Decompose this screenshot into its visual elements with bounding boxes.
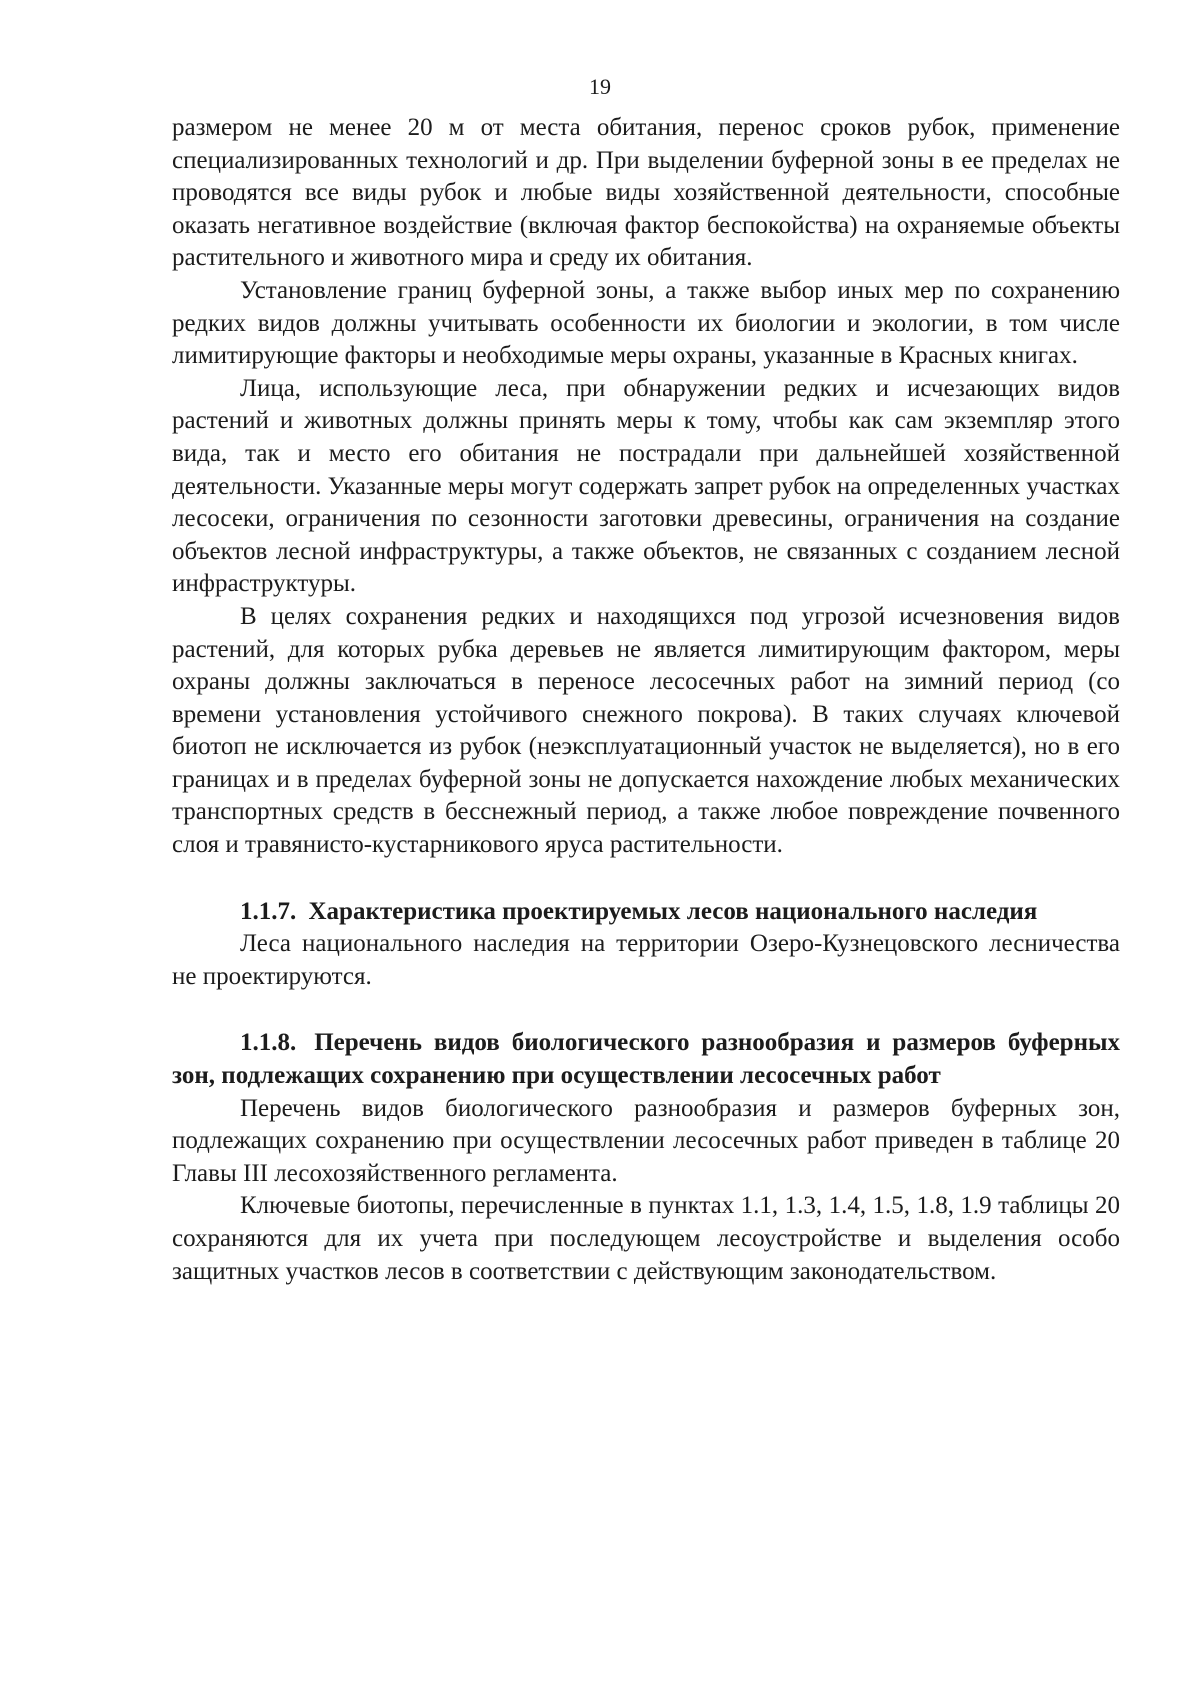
paragraph-key-biotopes: Ключевые биотопы, перечисленные в пунктах 1.1, 1.3, 1.4, 1.5, 1.8, 1.9 таблицы 20 сохраняются для их учета при последующем лесоустройстве и выделения особо защитных участков лесов в соответствии с действующим законодательством. <box>172 1192 1120 1285</box>
page-number: 19 <box>589 74 611 99</box>
section-number: 1.1.8. <box>240 1029 297 1057</box>
section-heading-1-1-8 <box>172 1027 1120 1092</box>
paragraph-national-heritage: Леса национального наследия на территории Озеро-Кузнецовского лесничества не проектируются. <box>172 930 1120 990</box>
paragraph-buffer-zone-bounds: Установление границ буферной зоны, а также выбор иных мер по сохранению редких видов должны учитывать особенности их биологии и экологии, в том числе лимитирующие факторы и необходимые меры охраны, указанные в Красных книгах. <box>172 276 1120 370</box>
paragraph-biodiversity-list: Перечень видов биологического разнообразия и размеров буферных зон, подлежащих сохранению при осуществлении лесосечных работ приведен в таблице 20 Главы III лесохозяйственного регламента. <box>172 1094 1120 1187</box>
document-body <box>172 112 1120 1288</box>
section-number: 1.1.7. <box>240 897 297 925</box>
paragraph-rare-species-protection: В целях сохранения редких и находящихся под угрозой исчезновения видов растений, для которых рубка деревьев не является лимитирующим фактором, меры охраны должны заключаться в переносе лесосечных работ на зимний период (со времени установления устойчивого снежного покрова). В таких случаях ключевой биотоп не исключается из рубок (неэксплуатационный участок не выделяется), но в его границах и в пределах буферной зоны не допускается нахождение любых механических транспортных средств в бесснежный период, а также любое повреждение почвенного слоя и травянисто-кустарникового яруса растительности. <box>172 602 1120 859</box>
paragraph-continuation: размером не менее 20 м от места обитания, перенос сроков рубок, применение специализированных технологий и др. При выделении буферной зоны в ее пределах не проводятся все виды рубок и любые виды хозяйственной деятельности, способные оказать негативное воздействие (включая фактор беспокойства) на охраняемые объекты растительного и животного мира и среду их обитания. <box>172 114 1120 272</box>
section-title: Перечень видов биологического разнообразия и размеров буферных зон, подлежащих сохранению при осуществлении лесосечных работ <box>172 1029 1121 1090</box>
paragraph-forest-users: Лица, использующие леса, при обнаружении редких и исчезающих видов растений и животных должны принять меры к тому, чтобы как сам экземпляр этого вида, так и место его обитания не пострадали при дальнейшей хозяйственной деятельности. Указанные меры могут содержать запрет рубок на определенных участках лесосеки, ограничения по сезонности заготовки древесины, ограничения на создание объектов лесной инфраструктуры, а также объектов, не связанных с созданием лесной инфраструктуры. <box>172 374 1120 598</box>
section-title: Характеристика проектируемых лесов национального наследия <box>308 897 1038 925</box>
section-heading-1-1-7 <box>172 896 1120 929</box>
